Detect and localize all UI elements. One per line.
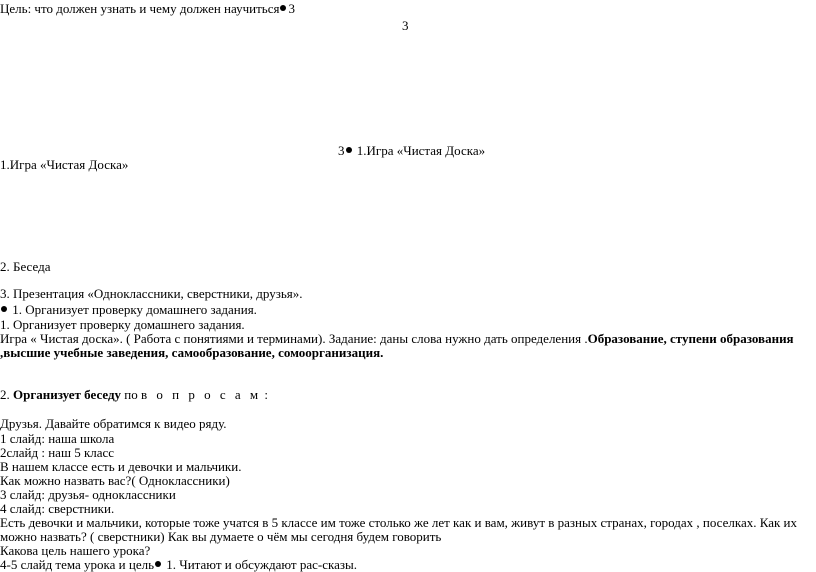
- slide45-rest: 1. Читают и обсуждают рас-сказы.: [163, 557, 358, 572]
- how-call-line: Как можно назвать вас?( Одноклассники): [0, 473, 230, 488]
- game-task-line: [0, 331, 794, 346]
- slide4-line: 4 слайд: сверстники.: [0, 501, 115, 516]
- friends-line: Друзья. Давайте обратимся к видео ряду.: [0, 416, 227, 431]
- goal-number: 3: [288, 1, 295, 16]
- slide45-text: 4-5 слайд тема урока и цель: [0, 557, 155, 572]
- talk-questions-colon: :: [261, 387, 269, 402]
- talk-heading: 2. Беседа: [0, 259, 51, 274]
- others-line-2: можно назвать? ( сверстники) Как вы думаете о чём мы сегодня будем говорить: [0, 529, 442, 544]
- presentation-heading: 3. Презентация «Одноклассники, сверстники, друзья».: [0, 286, 303, 301]
- game-task-line-2: [0, 345, 383, 360]
- center-number: 3: [402, 18, 409, 33]
- game-heading: 1.Игра «Чистая Доска»: [0, 157, 129, 172]
- game-task-terms-2: ,высшие учебные заведения, самообразование, сомоорганизация.: [0, 345, 384, 360]
- center-item-text: 1.Игра «Чистая Доска»: [353, 143, 486, 158]
- talk-questions-spaced: в о п р о с а м: [141, 387, 262, 402]
- slide1-line: 1 слайд: наша школа: [0, 431, 115, 446]
- goal-text: Цель: что должен узнать и чему должен научиться: [0, 1, 280, 16]
- bullet-homework: [0, 302, 257, 317]
- slide3-line: 3 слайд: друзья- одноклассники: [0, 487, 176, 502]
- others-line: Есть девочки и мальчики, которые тоже учатся в 5 классе им тоже столько же лет как и вам, живут в разных странах, городах , поселках. Как их: [0, 515, 798, 530]
- bullet-icon: [280, 5, 286, 11]
- talk-questions-by: по: [121, 387, 142, 402]
- homework-line: 1. Организует проверку домашнего задания.: [0, 317, 245, 332]
- slide2-line: 2слайд : наш 5 класс: [0, 445, 115, 460]
- class-mix-line: В нашем классе есть и девочки и мальчики.: [0, 459, 242, 474]
- goal-line: [0, 1, 295, 16]
- bullet-icon: [1, 306, 7, 312]
- talk-questions-line: [0, 387, 268, 402]
- talk-questions-number: 2.: [0, 387, 13, 402]
- bullet-homework-text: 1. Организует проверку домашнего задания.: [9, 302, 257, 317]
- talk-questions-bold: Организует беседу: [13, 387, 122, 402]
- center-item: [338, 143, 485, 158]
- game-task-terms: Образование, ступени образования: [587, 331, 794, 346]
- game-task-text: Игра « Чистая доска». ( Работа с понятиями и терминами). Задание: даны слова нужно дать определения .: [0, 331, 588, 346]
- bullet-icon: [346, 147, 352, 153]
- center-item-number: 3: [338, 143, 345, 158]
- bullet-icon: [155, 561, 161, 567]
- goal-question-line: Какова цель нашего урока?: [0, 543, 151, 558]
- slide45-line: [0, 557, 357, 572]
